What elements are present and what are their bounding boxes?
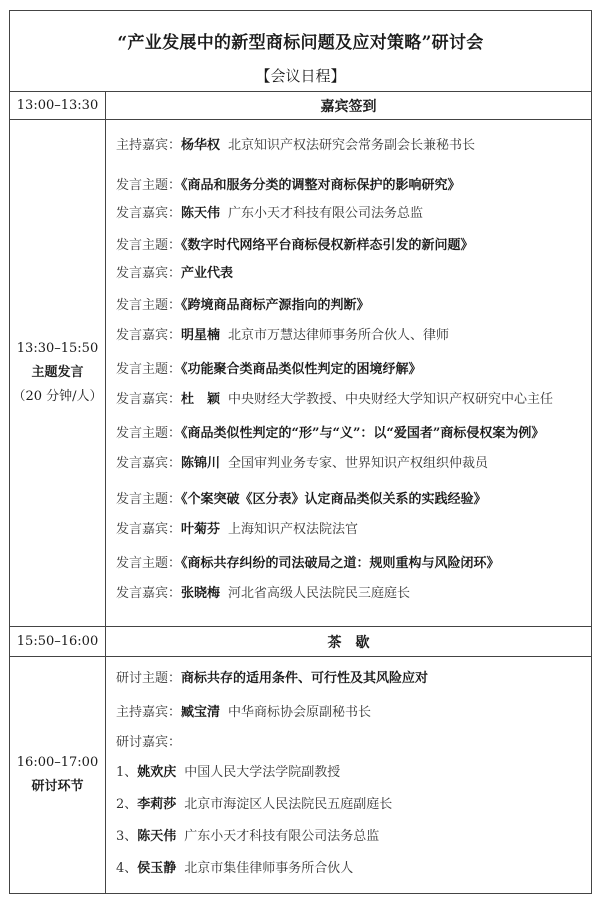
topic-label: 发言主题：	[116, 178, 182, 193]
talk-topic: 《商品类似性判定的“形”与“义”：以“爱国者”商标侵权案为例》	[181, 426, 545, 441]
discussion-list	[116, 657, 591, 893]
talk-topic: 《数字时代网络平台商标侵权新样态引发的新问题》	[181, 238, 474, 253]
talk-topic-line	[116, 358, 422, 377]
talk-speaker-line	[116, 202, 423, 221]
guest-name: 侯玉静	[137, 861, 177, 876]
talks-label: 主题发言	[31, 365, 84, 380]
topic-label: 发言主题：	[116, 492, 182, 507]
guest-line	[116, 761, 340, 780]
talk-speaker: 产业代表	[181, 266, 234, 281]
topic-label: 发言主题：	[116, 556, 182, 571]
talk-affiliation: 中央财经大学教授、中央财经大学知识产权研究中心主任	[228, 392, 554, 407]
guest-affiliation: 广东小天才科技有限公司法务总监	[184, 829, 380, 844]
topic-label: 发言主题：	[116, 426, 182, 441]
discussion-topic-label: 研讨主题：	[116, 671, 182, 686]
talk-topic-line	[116, 552, 500, 571]
talk-affiliation: 上海知识产权法院法官	[228, 522, 359, 537]
talk-topic-line	[116, 174, 461, 193]
talk-topic: 《功能聚合类商品类似性判定的困境纾解》	[181, 362, 422, 377]
talk-topic: 《个案突破《区分表》认定商品类似关系的实践经验》	[181, 492, 487, 507]
document-subtitle: 【会议日程】	[255, 67, 346, 85]
host-name: 臧宝清	[181, 705, 221, 720]
talk-speaker: 陈天伟	[181, 206, 221, 221]
title-row	[10, 11, 592, 92]
guest-name: 陈天伟	[137, 829, 177, 844]
talk-topic: 《跨境商品商标产源指向的判断》	[181, 298, 370, 313]
speaker-label: 发言嘉宾：	[116, 328, 182, 343]
talks-time: 13:30–15:50	[16, 341, 99, 356]
checkin-time: 13:00–13:30	[10, 92, 106, 120]
discussion-label: 研讨环节	[31, 779, 84, 794]
discussion-row	[10, 657, 592, 894]
talk-speaker: 杜 颖	[181, 392, 221, 407]
guest-affiliation: 北京市海淀区人民法院民五庭副庭长	[184, 797, 393, 812]
discussion-time: 16:00–17:00	[16, 755, 99, 770]
tea-label: 茶 歇	[106, 627, 592, 657]
guest-name: 李莉莎	[137, 797, 177, 812]
talk-topic-line	[116, 234, 474, 253]
discussion-session-cell	[10, 657, 106, 894]
talks-list-cell	[106, 120, 592, 627]
talk-speaker-line	[116, 452, 488, 471]
guest-line	[116, 825, 379, 844]
agenda-table	[9, 10, 592, 894]
discussion-host-line	[116, 701, 371, 720]
talks-row	[10, 120, 592, 627]
topic-label: 发言主题：	[116, 238, 182, 253]
guest-name: 姚欢庆	[137, 765, 177, 780]
talks-list	[116, 120, 591, 626]
speaker-label: 发言嘉宾：	[116, 586, 182, 601]
guest-number: 4、	[116, 861, 138, 876]
talk-topic-line	[116, 422, 544, 441]
talk-topic: 《商品和服务分类的调整对商标保护的影响研究》	[181, 178, 461, 193]
talk-speaker-line	[116, 388, 553, 407]
talk-affiliation: 全国审判业务专家、世界知识产权组织仲裁员	[228, 456, 489, 471]
talk-speaker-line	[116, 324, 449, 343]
title-cell	[10, 11, 592, 92]
talk-topic-line	[116, 488, 487, 507]
guest-affiliation: 中国人民大学法学院副教授	[184, 765, 341, 780]
host-name: 杨华权	[181, 138, 221, 153]
talks-note: （20 分钟/人）	[12, 389, 103, 404]
discussion-topic: 商标共存的适用条件、可行性及其风险应对	[181, 671, 429, 686]
talk-affiliation: 北京市万慧达律师事务所合伙人、律师	[228, 328, 450, 343]
tea-row	[10, 627, 592, 657]
discussion-list-cell	[106, 657, 592, 894]
host-label: 主持嘉宾：	[116, 138, 182, 153]
checkin-row	[10, 92, 592, 120]
topic-label: 发言主题：	[116, 298, 182, 313]
talk-speaker: 明星楠	[181, 328, 221, 343]
talk-speaker: 叶菊芬	[181, 522, 221, 537]
guests-label: 研讨嘉宾：	[116, 735, 182, 750]
checkin-label: 嘉宾签到	[106, 92, 592, 120]
document-title: “产业发展中的新型商标问题及应对策略”研讨会	[117, 33, 484, 53]
guest-affiliation: 北京市集佳律师事务所合伙人	[184, 861, 354, 876]
topic-label: 发言主题：	[116, 362, 182, 377]
host-label: 主持嘉宾：	[116, 705, 182, 720]
talks-host-line	[116, 134, 475, 153]
guest-line	[116, 793, 392, 812]
discussion-topic-line	[116, 667, 428, 686]
talk-topic: 《商标共存纠纷的司法破局之道：规则重构与风险闭环》	[181, 556, 500, 571]
talk-topic-line	[116, 294, 370, 313]
talk-speaker: 陈锦川	[181, 456, 221, 471]
host-affiliation: 中华商标协会原副秘书长	[228, 705, 372, 720]
host-affiliation: 北京知识产权法研究会常务副会长兼秘书长	[228, 138, 476, 153]
speaker-label: 发言嘉宾：	[116, 456, 182, 471]
speaker-label: 发言嘉宾：	[116, 392, 182, 407]
talk-speaker-line	[116, 262, 233, 281]
talk-affiliation: 河北省高级人民法院民三庭庭长	[228, 586, 411, 601]
guest-line	[116, 857, 353, 876]
speaker-label: 发言嘉宾：	[116, 266, 182, 281]
speaker-label: 发言嘉宾：	[116, 522, 182, 537]
guest-number: 2、	[116, 797, 138, 812]
talk-speaker-line	[116, 582, 410, 601]
talk-speaker-line	[116, 518, 358, 537]
tea-time: 15:50–16:00	[10, 627, 106, 657]
talk-affiliation: 广东小天才科技有限公司法务总监	[228, 206, 424, 221]
guest-number: 3、	[116, 829, 138, 844]
discussion-guests-label-line	[116, 731, 181, 750]
talk-speaker: 张晓梅	[181, 586, 221, 601]
speaker-label: 发言嘉宾：	[116, 206, 182, 221]
guest-number: 1、	[116, 765, 138, 780]
talks-session-cell	[10, 120, 106, 627]
